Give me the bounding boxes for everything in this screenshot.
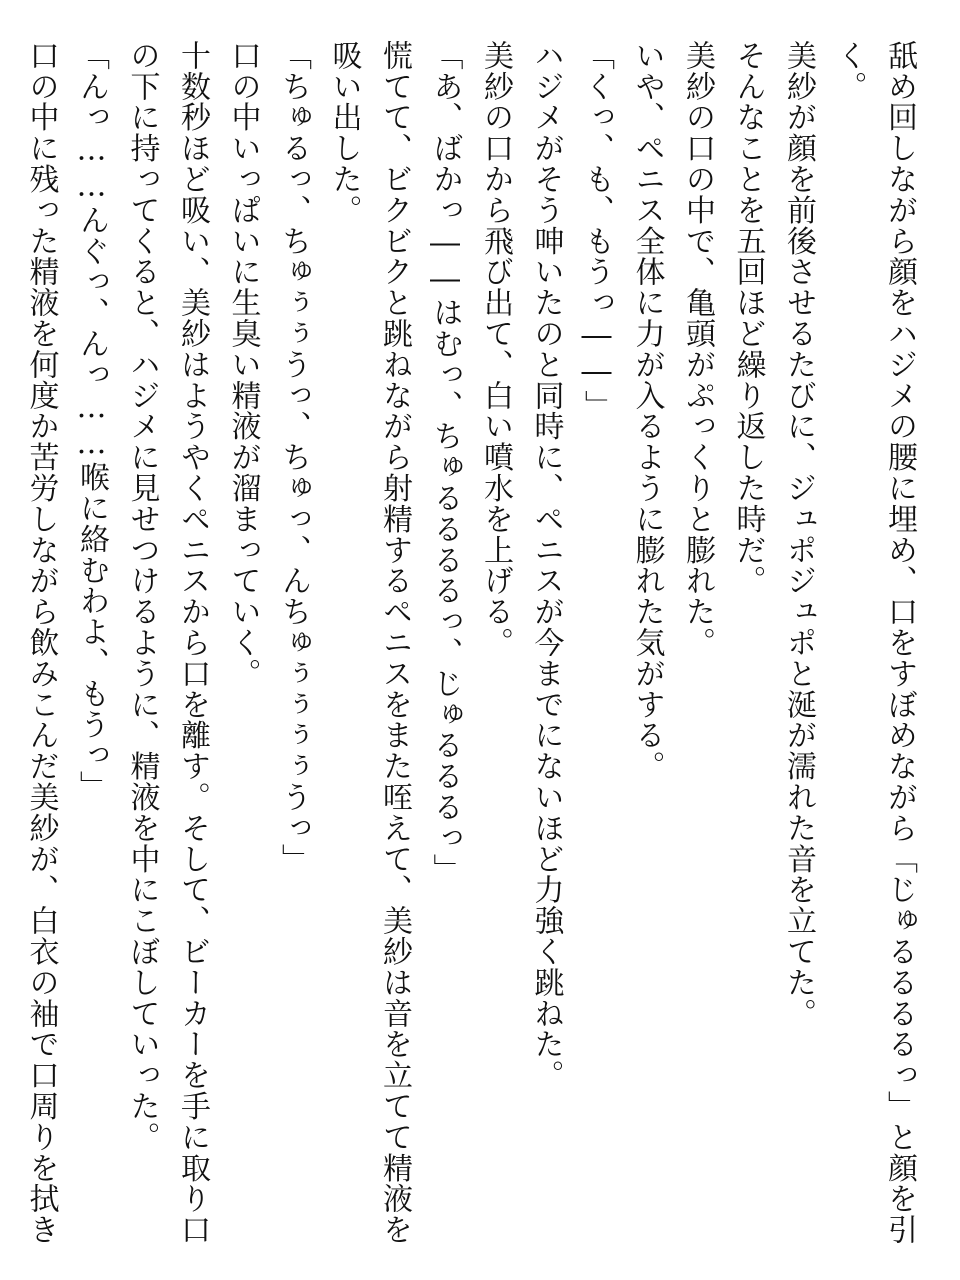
text-line: 「くっ、も、もうっ――」	[579, 40, 614, 421]
text-line: 「ちゅるっ、ちゅぅぅうっ、ちゅっ、んちゅぅぅぅぅうっ」	[276, 40, 311, 875]
text-line: 「あ、ばかっ――はむっ、ちゅるるるるっ、じゅるるるっ」	[427, 40, 463, 885]
text-line: 吸い出した。	[326, 40, 362, 226]
text-line: 口の中いっぱいに生臭い精液が溜まっていく。	[225, 40, 261, 689]
text-line: いや、ペニス全体に力が入るように膨れた気がする。	[629, 40, 665, 782]
text-line: の下に持ってくると、ハジメに見せつけるように、精液を中にこぼしていった。	[124, 40, 160, 1153]
text-line: ハジメがそう呻いたのと同時に、ペニスが今までにないほど力強く跳ねた。	[528, 40, 564, 1091]
text-line: 慌てて、ビクビクと跳ねながら射精するペニスをまた咥えて、美紗は音を立てて精液を	[377, 40, 412, 1246]
text-line: そんなことを五回ほど繰り返した時だ。	[730, 40, 766, 597]
text-line: 美紗の口から飛び出て、白い噴水を上げる。	[478, 40, 513, 658]
text-line: く。	[831, 40, 867, 102]
vertical-text-body	[15, 40, 924, 1246]
text-line: 口の中に残った精液を何度か苦労しながら飲みこんだ美紗が、白衣の袖で口周りを拭き	[23, 40, 59, 1246]
text-line: 美紗の口の中で、亀頭がぷっくりと膨れた。	[680, 40, 715, 658]
text-line: 舐め回しながら顔をハジメの腰に埋め、口をすぼめながら「じゅるるるるっ」と顔を引	[882, 40, 917, 1246]
text-line: 美紗が顔を前後させるたびに、ジュポジュポと涎が濡れた音を立てた。	[781, 40, 816, 1029]
text-line: 「んっ……んぐっ、んっ……喉に絡むわよ、もうっ」	[74, 40, 109, 802]
text-line: 十数秒ほど吸い、美紗はようやくペニスから口を離す。そして、ビーカーを手に取り口	[175, 40, 210, 1246]
